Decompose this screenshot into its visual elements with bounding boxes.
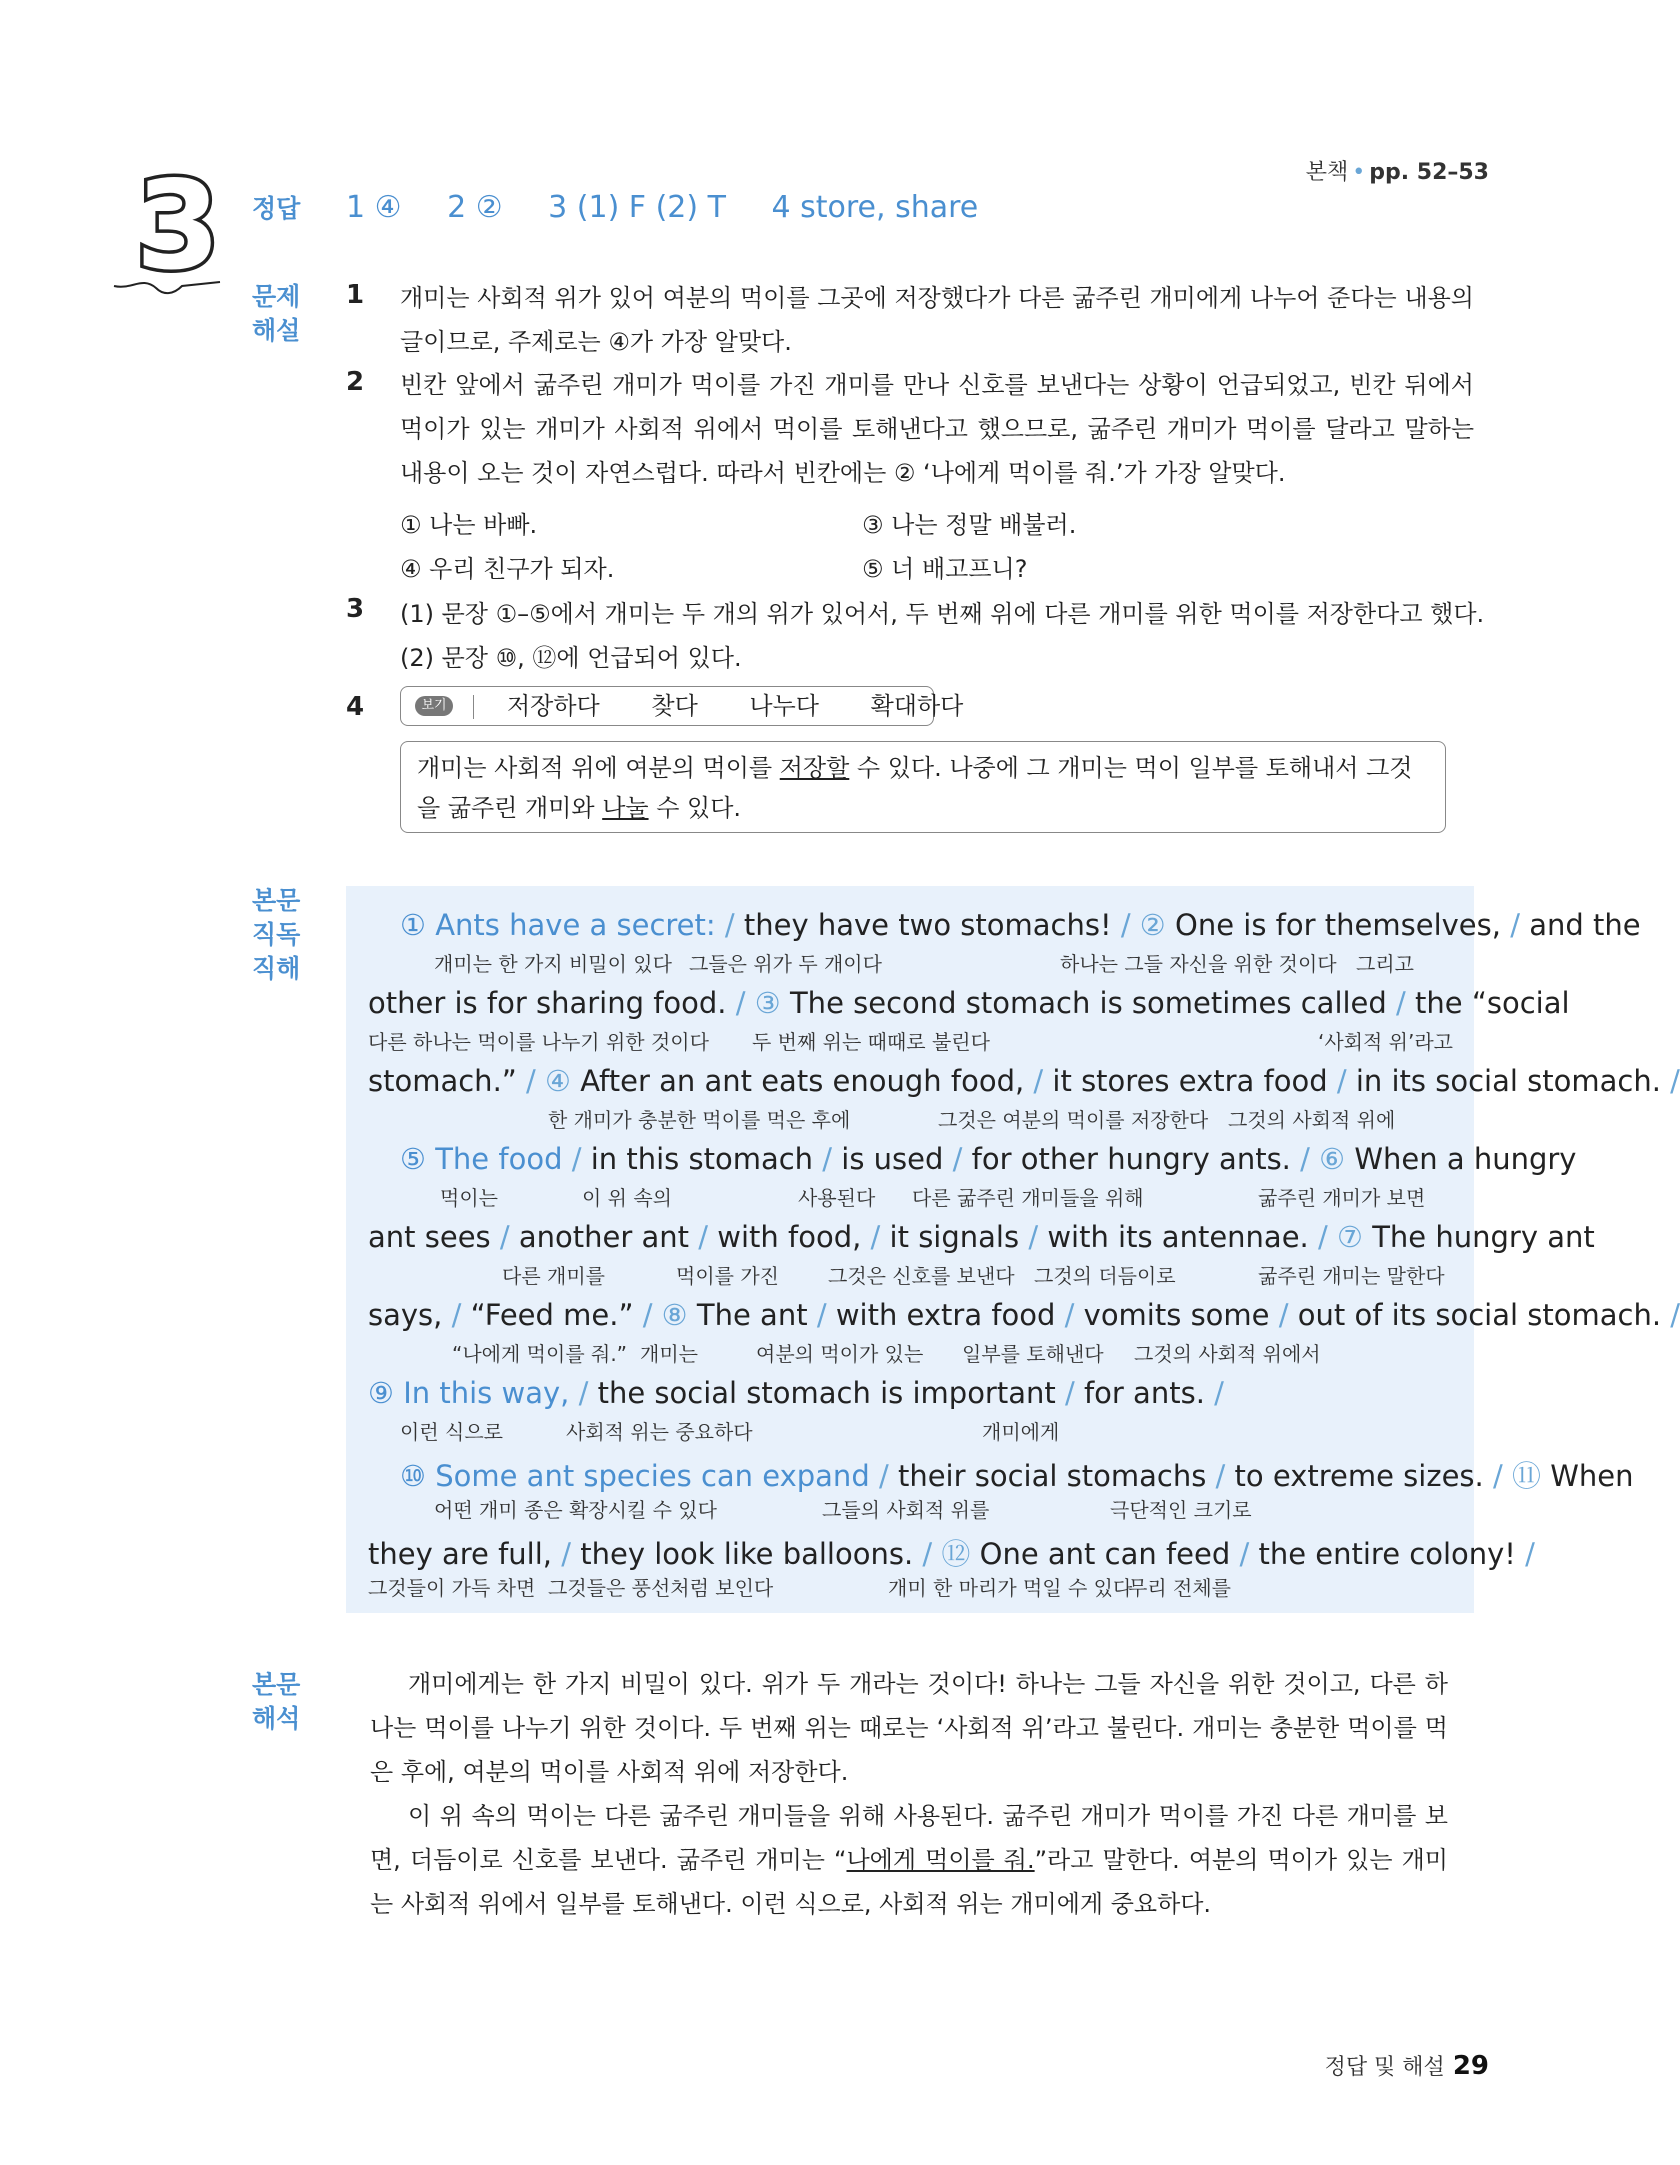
word-bank-words bbox=[507, 691, 1007, 721]
slash: / bbox=[1214, 1376, 1224, 1410]
summary-blank-answer: 나눌 bbox=[602, 794, 649, 822]
question-number-1: 1 bbox=[346, 280, 365, 310]
question-1-explanation: 개미는 사회적 위가 있어 여분의 먹이를 그곳에 저장했다가 다른 굶주린 개미에게 나누어 준다는 내용의 글이므로, 주제로는 ④가 가장 알맞다. bbox=[400, 284, 1474, 356]
slash: / bbox=[1670, 1064, 1680, 1098]
answer-item: 4 store, share bbox=[771, 190, 979, 225]
kor-chunk: 그것의 더듬이로 bbox=[1034, 1264, 1176, 1288]
word-bank-word: 나누다 bbox=[749, 692, 819, 720]
answer-item: 2 ② bbox=[447, 190, 503, 225]
option-5: ⑤ 너 배고프니? bbox=[862, 555, 1028, 583]
eng-chunk: it stores extra food bbox=[1052, 1064, 1328, 1098]
question-2-explanation: 빈칸 앞에서 굶주린 개미가 먹이를 가진 개미를 만나 신호를 보낸다는 상황이 언급되었고, 빈칸 뒤에서 먹이가 있는 개미가 사회적 위에서 먹이를 토해낸다고 했으므로, 굶주린 개미가 먹이를 달라고 말하는 내용이 오는 것이 자연스럽다. 따라서 빈칸에는 ② ‘나에게 먹이를 줘.’가 가장 알맞다. bbox=[400, 371, 1474, 487]
eng-chunk: with its antennae. bbox=[1047, 1220, 1309, 1254]
reading-line bbox=[368, 1376, 1224, 1410]
slash: / ④ bbox=[526, 1064, 572, 1098]
kor-chunk: 굶주린 개미는 말한다 bbox=[1258, 1264, 1445, 1288]
page-ref-dot: • bbox=[1352, 160, 1366, 185]
eng-chunk: ant sees bbox=[368, 1220, 491, 1254]
eng-chunk: in this stomach bbox=[590, 1142, 814, 1176]
translation-paragraph-1: 개미에게는 한 가지 비밀이 있다. 위가 두 개라는 것이다! 하나는 그들 자신을 위한 것이고, 다른 하나는 먹이를 나누기 위한 것이다. 두 번째 위는 때로는 ‘사회적 위’라고 불린다. 개미는 충분한 먹이를 먹은 후에, 여분의 먹이를 사회적 위에 저장한다. bbox=[370, 1670, 1448, 1786]
answer-item: 3 (1) F (2) T bbox=[548, 190, 726, 225]
translation-body bbox=[370, 1662, 1448, 1926]
eng-chunk: One is for themselves, bbox=[1175, 908, 1501, 942]
kor-chunk: 먹이를 가진 bbox=[676, 1264, 779, 1288]
divider bbox=[473, 695, 474, 719]
eng-chunk: vomits some bbox=[1083, 1298, 1270, 1332]
eng-chunk: ① Ants have a secret: bbox=[400, 908, 716, 942]
slash: / ⑦ bbox=[1317, 1220, 1363, 1254]
slash: / bbox=[698, 1220, 709, 1254]
word-bank-word: 확대하다 bbox=[870, 692, 964, 720]
kor-chunk: 이 위 속의 bbox=[582, 1186, 672, 1210]
eng-chunk: the “social bbox=[1415, 986, 1570, 1020]
answer-item: 1 ④ bbox=[346, 190, 402, 225]
slash: / bbox=[578, 1376, 589, 1410]
translation-text: ”라고 말한다. 여분의 먹이가 있는 개미는 사회적 위에서 일부를 토해낸다. 이런 식으로, 사회적 위는 개미에게 중요하다. bbox=[370, 1846, 1448, 1918]
summary-text: 수 있다. bbox=[648, 794, 742, 822]
page-ref-prefix: 본책 bbox=[1305, 160, 1349, 185]
eng-chunk: they are full, bbox=[368, 1537, 553, 1571]
slash: / bbox=[1215, 1459, 1226, 1493]
kor-chunk: 한 개미가 충분한 먹이를 먹은 후에 bbox=[548, 1108, 851, 1132]
slash: / bbox=[816, 1298, 827, 1332]
eng-chunk: When a hungry bbox=[1354, 1142, 1577, 1176]
slash: / ⑧ bbox=[642, 1298, 688, 1332]
word-bank-word: 저장하다 bbox=[507, 692, 600, 720]
slash: / ⑥ bbox=[1300, 1142, 1346, 1176]
slash: / bbox=[1510, 908, 1520, 942]
reading-line bbox=[400, 1454, 1633, 1495]
slash: / bbox=[561, 1537, 572, 1571]
decorative-swoosh bbox=[112, 268, 222, 304]
slash: / ② bbox=[1120, 908, 1166, 942]
eng-chunk: the social stomach is important bbox=[597, 1376, 1056, 1410]
word-bank-tag: 보기 bbox=[415, 696, 453, 716]
slash: / bbox=[571, 1142, 582, 1176]
kor-chunk: 그들의 사회적 위를 bbox=[822, 1498, 990, 1522]
slash: / ③ bbox=[735, 986, 781, 1020]
reading-line bbox=[368, 1532, 1535, 1573]
translation-label: 본문 해석 bbox=[252, 1670, 301, 1733]
option-3: ③ 나는 정말 배불러. bbox=[862, 511, 1077, 539]
kor-chunk: 일부를 토해낸다 bbox=[962, 1342, 1104, 1366]
reading-label: 본문 직독 직해 bbox=[252, 886, 301, 983]
page-ref-pages: pp. 52–53 bbox=[1369, 160, 1489, 185]
answer-list bbox=[346, 190, 978, 225]
kor-chunk: 사회적 위는 중요하다 bbox=[566, 1420, 753, 1444]
kor-chunk: 그것의 사회적 위에서 bbox=[1134, 1342, 1321, 1366]
page-number: 29 bbox=[1452, 2051, 1489, 2081]
reading-line bbox=[400, 1142, 1576, 1176]
kor-chunk: 여분의 먹이가 있는 bbox=[756, 1342, 924, 1366]
kor-chunk: 다른 하나는 먹이를 나누기 위한 것이다 bbox=[368, 1030, 709, 1054]
eng-chunk: their social stomachs bbox=[897, 1459, 1207, 1493]
eng-chunk: they look like balloons. bbox=[580, 1537, 914, 1571]
word-bank-box bbox=[400, 686, 964, 726]
eng-chunk: ⑨ In this way, bbox=[368, 1376, 570, 1410]
kor-chunk: 그것들이 가득 차면 bbox=[368, 1576, 536, 1600]
kor-chunk: 하나는 그들 자신을 위한 것이다 bbox=[1060, 952, 1337, 976]
translation-paragraph-2 bbox=[370, 1794, 1448, 1926]
eng-chunk: The hungry ant bbox=[1372, 1220, 1595, 1254]
eng-chunk: the entire colony! bbox=[1258, 1537, 1516, 1571]
reading-line bbox=[368, 1220, 1595, 1254]
word-bank-word: 찾다 bbox=[651, 692, 698, 720]
eng-chunk: it signals bbox=[889, 1220, 1020, 1254]
kor-chunk: 그것들은 풍선처럼 보인다 bbox=[548, 1576, 774, 1600]
question-number-2: 2 bbox=[346, 367, 365, 397]
slash: / bbox=[1525, 1537, 1535, 1571]
slash: / bbox=[499, 1220, 510, 1254]
option-4: ④ 우리 친구가 되자. bbox=[400, 555, 615, 583]
kor-chunk: ‘사회적 위’라고 bbox=[1318, 1030, 1453, 1054]
kor-chunk: 두 번째 위는 때때로 불린다 bbox=[752, 1030, 990, 1054]
eng-chunk: stomach.” bbox=[368, 1064, 517, 1098]
slash: / bbox=[1033, 1064, 1044, 1098]
kor-chunk: 이런 식으로 bbox=[400, 1420, 503, 1444]
kor-chunk: 그것의 사회적 위에 bbox=[1228, 1108, 1396, 1132]
reading-line bbox=[368, 986, 1570, 1020]
kor-chunk: 어떤 개미 종은 확장시킬 수 있다 bbox=[434, 1498, 717, 1522]
eng-chunk: other is for sharing food. bbox=[368, 986, 727, 1020]
kor-chunk: 그들은 위가 두 개이다 bbox=[689, 952, 882, 976]
translation-underlined: 나에게 먹이를 줘. bbox=[846, 1846, 1035, 1874]
page-reference bbox=[1306, 155, 1489, 186]
slash: / bbox=[878, 1459, 889, 1493]
summary-blank-answer: 저장할 bbox=[779, 754, 850, 782]
slash: / ⑫ bbox=[922, 1537, 971, 1571]
question-number-4: 4 bbox=[346, 692, 365, 722]
option-1: ① 나는 바빠. bbox=[400, 511, 538, 539]
eng-chunk: After an ant eats enough food, bbox=[580, 1064, 1025, 1098]
kor-chunk: 개미는 bbox=[640, 1342, 698, 1366]
eng-chunk: in its social stomach. bbox=[1355, 1064, 1661, 1098]
slash: / bbox=[724, 908, 735, 942]
kor-chunk: 그것은 신호를 보낸다 bbox=[828, 1264, 1015, 1288]
slash: / bbox=[451, 1298, 462, 1332]
summary-text: 개미는 사회적 위에 여분의 먹이를 bbox=[417, 754, 780, 782]
slash: / bbox=[870, 1220, 881, 1254]
kor-chunk: “나에게 먹이를 줘.” bbox=[452, 1342, 628, 1366]
translation-text: 이 위 속의 먹이는 다른 굶주린 개미들을 위해 사용된다. 굶주린 개미가 먹이를 가진 다른 개미를 보면, 더듬이로 신호를 보낸다. 굶주린 개미는 “ bbox=[370, 1802, 1448, 1874]
eng-chunk: ⑩ Some ant species can expand bbox=[400, 1459, 870, 1493]
eng-chunk: One ant can feed bbox=[979, 1537, 1231, 1571]
eng-chunk: for other hungry ants. bbox=[971, 1142, 1291, 1176]
eng-chunk: they have two stomachs! bbox=[743, 908, 1112, 942]
eng-chunk: says, bbox=[368, 1298, 443, 1332]
reading-line bbox=[368, 1298, 1680, 1332]
page-footer bbox=[1325, 2050, 1489, 2081]
summary-text: 수 있다. 나중에 그 개미는 먹이 일부를 토해내서 그것을 굶주린 개미와 bbox=[417, 754, 1413, 822]
eng-chunk: with extra food bbox=[835, 1298, 1056, 1332]
eng-chunk: “Feed me.” bbox=[470, 1298, 634, 1332]
eng-chunk: The second stomach is sometimes called bbox=[789, 986, 1387, 1020]
slash: / ⑪ bbox=[1492, 1459, 1541, 1493]
kor-chunk: 개미 한 마리가 먹일 수 있다 bbox=[888, 1576, 1133, 1600]
explanation-label: 문제 해설 bbox=[252, 282, 301, 345]
slash: / bbox=[822, 1142, 833, 1176]
kor-chunk: 개미는 한 가지 비밀이 있다 bbox=[434, 952, 672, 976]
slash: / bbox=[1278, 1298, 1289, 1332]
eng-chunk: ⑤ The food bbox=[400, 1142, 563, 1176]
kor-chunk: 그것은 여분의 먹이를 저장한다 bbox=[938, 1108, 1209, 1132]
answer-label: 정답 bbox=[252, 194, 301, 223]
kor-chunk: 개미에게 bbox=[982, 1420, 1060, 1444]
kor-chunk: 먹이는 bbox=[440, 1186, 498, 1210]
eng-chunk: with food, bbox=[717, 1220, 862, 1254]
slash: / bbox=[1670, 1298, 1680, 1332]
eng-chunk: is used bbox=[841, 1142, 944, 1176]
slash: / bbox=[952, 1142, 963, 1176]
eng-chunk: The ant bbox=[696, 1298, 808, 1332]
reading-line bbox=[400, 908, 1641, 942]
kor-chunk: 다른 굶주린 개미들을 위해 bbox=[912, 1186, 1144, 1210]
kor-chunk: 사용된다 bbox=[798, 1186, 876, 1210]
kor-chunk: 굶주린 개미가 보면 bbox=[1258, 1186, 1426, 1210]
summary-box bbox=[400, 741, 1446, 833]
eng-chunk: for ants. bbox=[1083, 1376, 1205, 1410]
kor-chunk: 무리 전체를 bbox=[1128, 1576, 1231, 1600]
footer-label: 정답 및 해설 bbox=[1324, 2055, 1445, 2080]
slash: / bbox=[1396, 986, 1406, 1020]
kor-chunk: 다른 개미를 bbox=[502, 1264, 605, 1288]
eng-chunk: another ant bbox=[518, 1220, 690, 1254]
slash: / bbox=[1239, 1537, 1250, 1571]
question-3-line-2: (2) 문장 ⑩, ⑫에 언급되어 있다. bbox=[400, 644, 742, 672]
kor-chunk: 그리고 bbox=[1356, 952, 1414, 976]
slash: / bbox=[1336, 1064, 1347, 1098]
slash: / bbox=[1064, 1298, 1075, 1332]
slash: / bbox=[1028, 1220, 1039, 1254]
eng-chunk: and the bbox=[1529, 908, 1641, 942]
eng-chunk: out of its social stomach. bbox=[1297, 1298, 1662, 1332]
slash: / bbox=[1064, 1376, 1075, 1410]
question-3-line-1: (1) 문장 ①–⑤에서 개미는 두 개의 위가 있어서, 두 번째 위에 다른 개미를 위한 먹이를 저장한다고 했다. bbox=[400, 600, 1485, 628]
reading-line bbox=[368, 1064, 1680, 1098]
eng-chunk: When bbox=[1550, 1459, 1634, 1493]
question-number-3: 3 bbox=[346, 594, 365, 624]
section-number: 3 bbox=[135, 155, 221, 297]
eng-chunk: to extreme sizes. bbox=[1234, 1459, 1484, 1493]
kor-chunk: 극단적인 크기로 bbox=[1110, 1498, 1252, 1522]
